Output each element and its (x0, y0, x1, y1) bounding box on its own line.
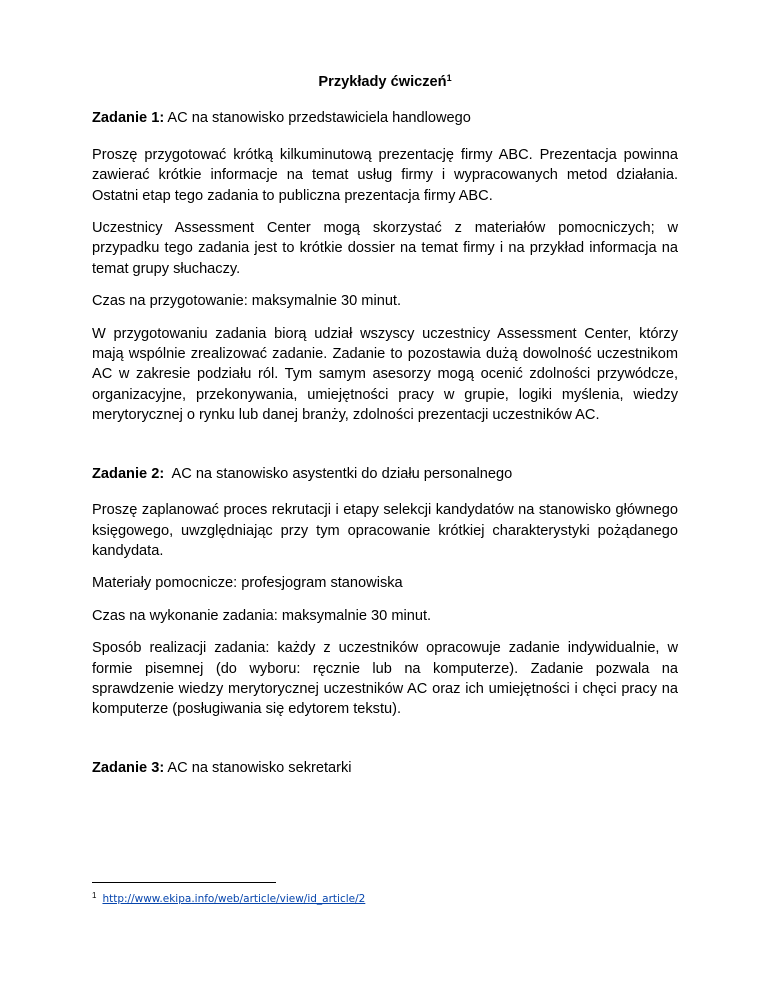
page-title (92, 72, 678, 92)
task-1-heading-text: AC na stanowisko przedstawiciela handlowego (164, 110, 471, 127)
document-page (92, 72, 678, 794)
task-3-label: Zadanie 3: (92, 759, 165, 776)
task-2-paragraph: Czas na wykonanie zadania: maksymalnie 30 minut. (92, 607, 432, 624)
task-2-paragraph: Materiały pomocnicze: profesjogram stanowiska (92, 575, 403, 592)
task-1-paragraph: Uczestnicy Assessment Center mogą skorzystać z materiałów pomocniczych; w przypadku tego zadania jest to krótkie dossier na temat firmy i na przykład informacja na temat grupy słuchaczy. (92, 220, 678, 277)
task-1-paragraph: Czas na przygotowanie: maksymalnie 30 minut. (92, 293, 402, 310)
task-1-paragraph: W przygotowaniu zadania biorą udział wszyscy uczestnicy Assessment Center, którzy mają wspólnie zrealizować zadanie. Zadanie to pozostawia dużą dowolność uczestnikom AC w zakresie podziału ról. Tym samym asesorzy mogą ocenić zdolności przywódcze, organizacyjne, przekonywania, umiejętności pracy w grupie, logiki myślenia, wiedzy merytorycznej o rynku lub danej branży, zdolności prezentacji uczestników AC. (92, 325, 678, 424)
task-2-paragraph: Sposób realizacji zadania: każdy z uczestników opracowuje zadanie indywidualnie, w formie pisemnej (do wyboru: ręcznie lub na komputerze). Zadanie pozwala na sprawdzenie wiedzy merytorycznej uczestników AC oraz ich umiejętności i chęci pracy na komputerze (posługiwania się edytorem tekstu). (92, 640, 678, 718)
task-3-heading (92, 758, 678, 778)
task-1-paragraph: Proszę przygotować krótką kilkuminutową prezentację firmy ABC. Prezentacja powinna zawierać krótkie informacje na temat usług firmy i wypracowanych metod działania. Ostatni etap tego zadania to publiczna prezentacja firmy ABC. (92, 146, 678, 204)
footnote-number: 1 (92, 891, 97, 900)
footnote-reference: 1 (446, 73, 452, 83)
page-title-text: Przykłady ćwiczeń (318, 74, 447, 90)
task-2-heading (92, 464, 678, 484)
task-1-label: Zadanie 1: (92, 110, 165, 127)
task-1-heading (92, 108, 678, 128)
footnote-link[interactable]: http://www.ekipa.info/web/article/view/id_article/2 (102, 893, 366, 905)
section-spacer (92, 732, 678, 758)
task-2-heading-text: AC na stanowisko asystentki do działu personalnego (164, 465, 513, 482)
task-3-heading-text: AC na stanowisko sekretarki (164, 759, 352, 776)
section-spacer (92, 438, 678, 464)
task-2-label: Zadanie 2: (92, 465, 165, 482)
task-2-paragraph: Proszę zaplanować proces rekrutacji i etapy selekcji kandydatów na stanowisko głównego księgowego, uwzględniając przy tym opracowanie krótkiej charakterystyki pożądanego kandydata. (92, 502, 678, 559)
footnote-separator (92, 882, 276, 883)
footnote (92, 888, 365, 907)
